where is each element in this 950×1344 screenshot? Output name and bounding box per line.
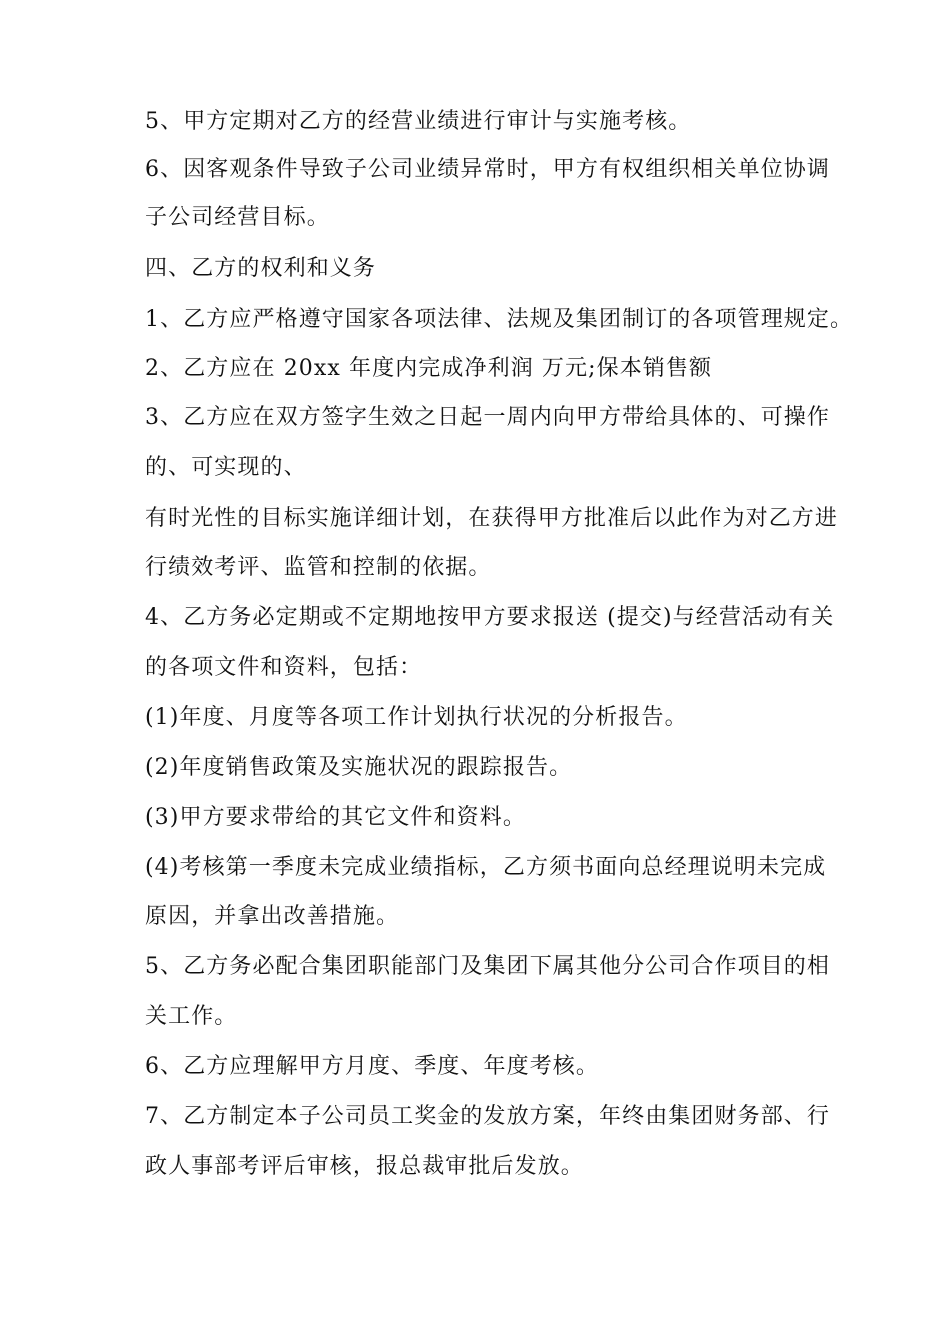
text-line: 5、乙方务必配合集团职能部门及集团下属其他分公司合作项目的相 (145, 954, 830, 979)
text-line: 5、甲方定期对乙方的经营业绩进行审计与实施考核。 (145, 109, 692, 134)
text-line: (4)考核第一季度未完成业绩指标，乙方须书面向总经理说明未完成 (145, 855, 827, 880)
text-line: 7、乙方制定本子公司员工奖金的发放方案，年终由集团财务部、行 (145, 1104, 830, 1129)
text-line: 子公司经营目标。 (145, 205, 330, 230)
text-line: (2)年度销售政策及实施状况的跟踪报告。 (145, 755, 573, 780)
text-line: (3)甲方要求带给的其它文件和资料。 (145, 805, 526, 830)
text-line: 6、乙方应理解甲方月度、季度、年度考核。 (145, 1054, 599, 1079)
text-line: 3、乙方应在双方签字生效之日起一周内向甲方带给具体的、可操作 (145, 405, 830, 430)
text-line: 原因，并拿出改善措施。 (145, 904, 400, 929)
text-line: 关工作。 (145, 1004, 238, 1029)
text-line: 4、乙方务必定期或不定期地按甲方要求报送 (提交)与经营活动有关 (145, 605, 835, 630)
section-heading: 四、乙方的权利和义务 (145, 256, 377, 281)
text-line: 行绩效考评、监管和控制的依据。 (145, 555, 492, 580)
text-line: 2、乙方应在 20xx 年度内完成净利润 万元;保本销售额 (145, 356, 713, 381)
text-line: 的各项文件和资料，包括： (145, 655, 423, 680)
text-line: 的、可实现的、 (145, 455, 307, 480)
text-line: (1)年度、月度等各项工作计划执行状况的分析报告。 (145, 705, 688, 730)
text-line: 政人事部考评后审核，报总裁审批后发放。 (145, 1154, 584, 1179)
text-line: 6、因客观条件导致子公司业绩异常时，甲方有权组织相关单位协调 (145, 157, 830, 182)
text-line: 1、乙方应严格遵守国家各项法律、法规及集团制订的各项管理规定。 (145, 307, 854, 332)
text-line: 有时光性的目标实施详细计划，在获得甲方批准后以此作为对乙方进 (145, 506, 839, 531)
